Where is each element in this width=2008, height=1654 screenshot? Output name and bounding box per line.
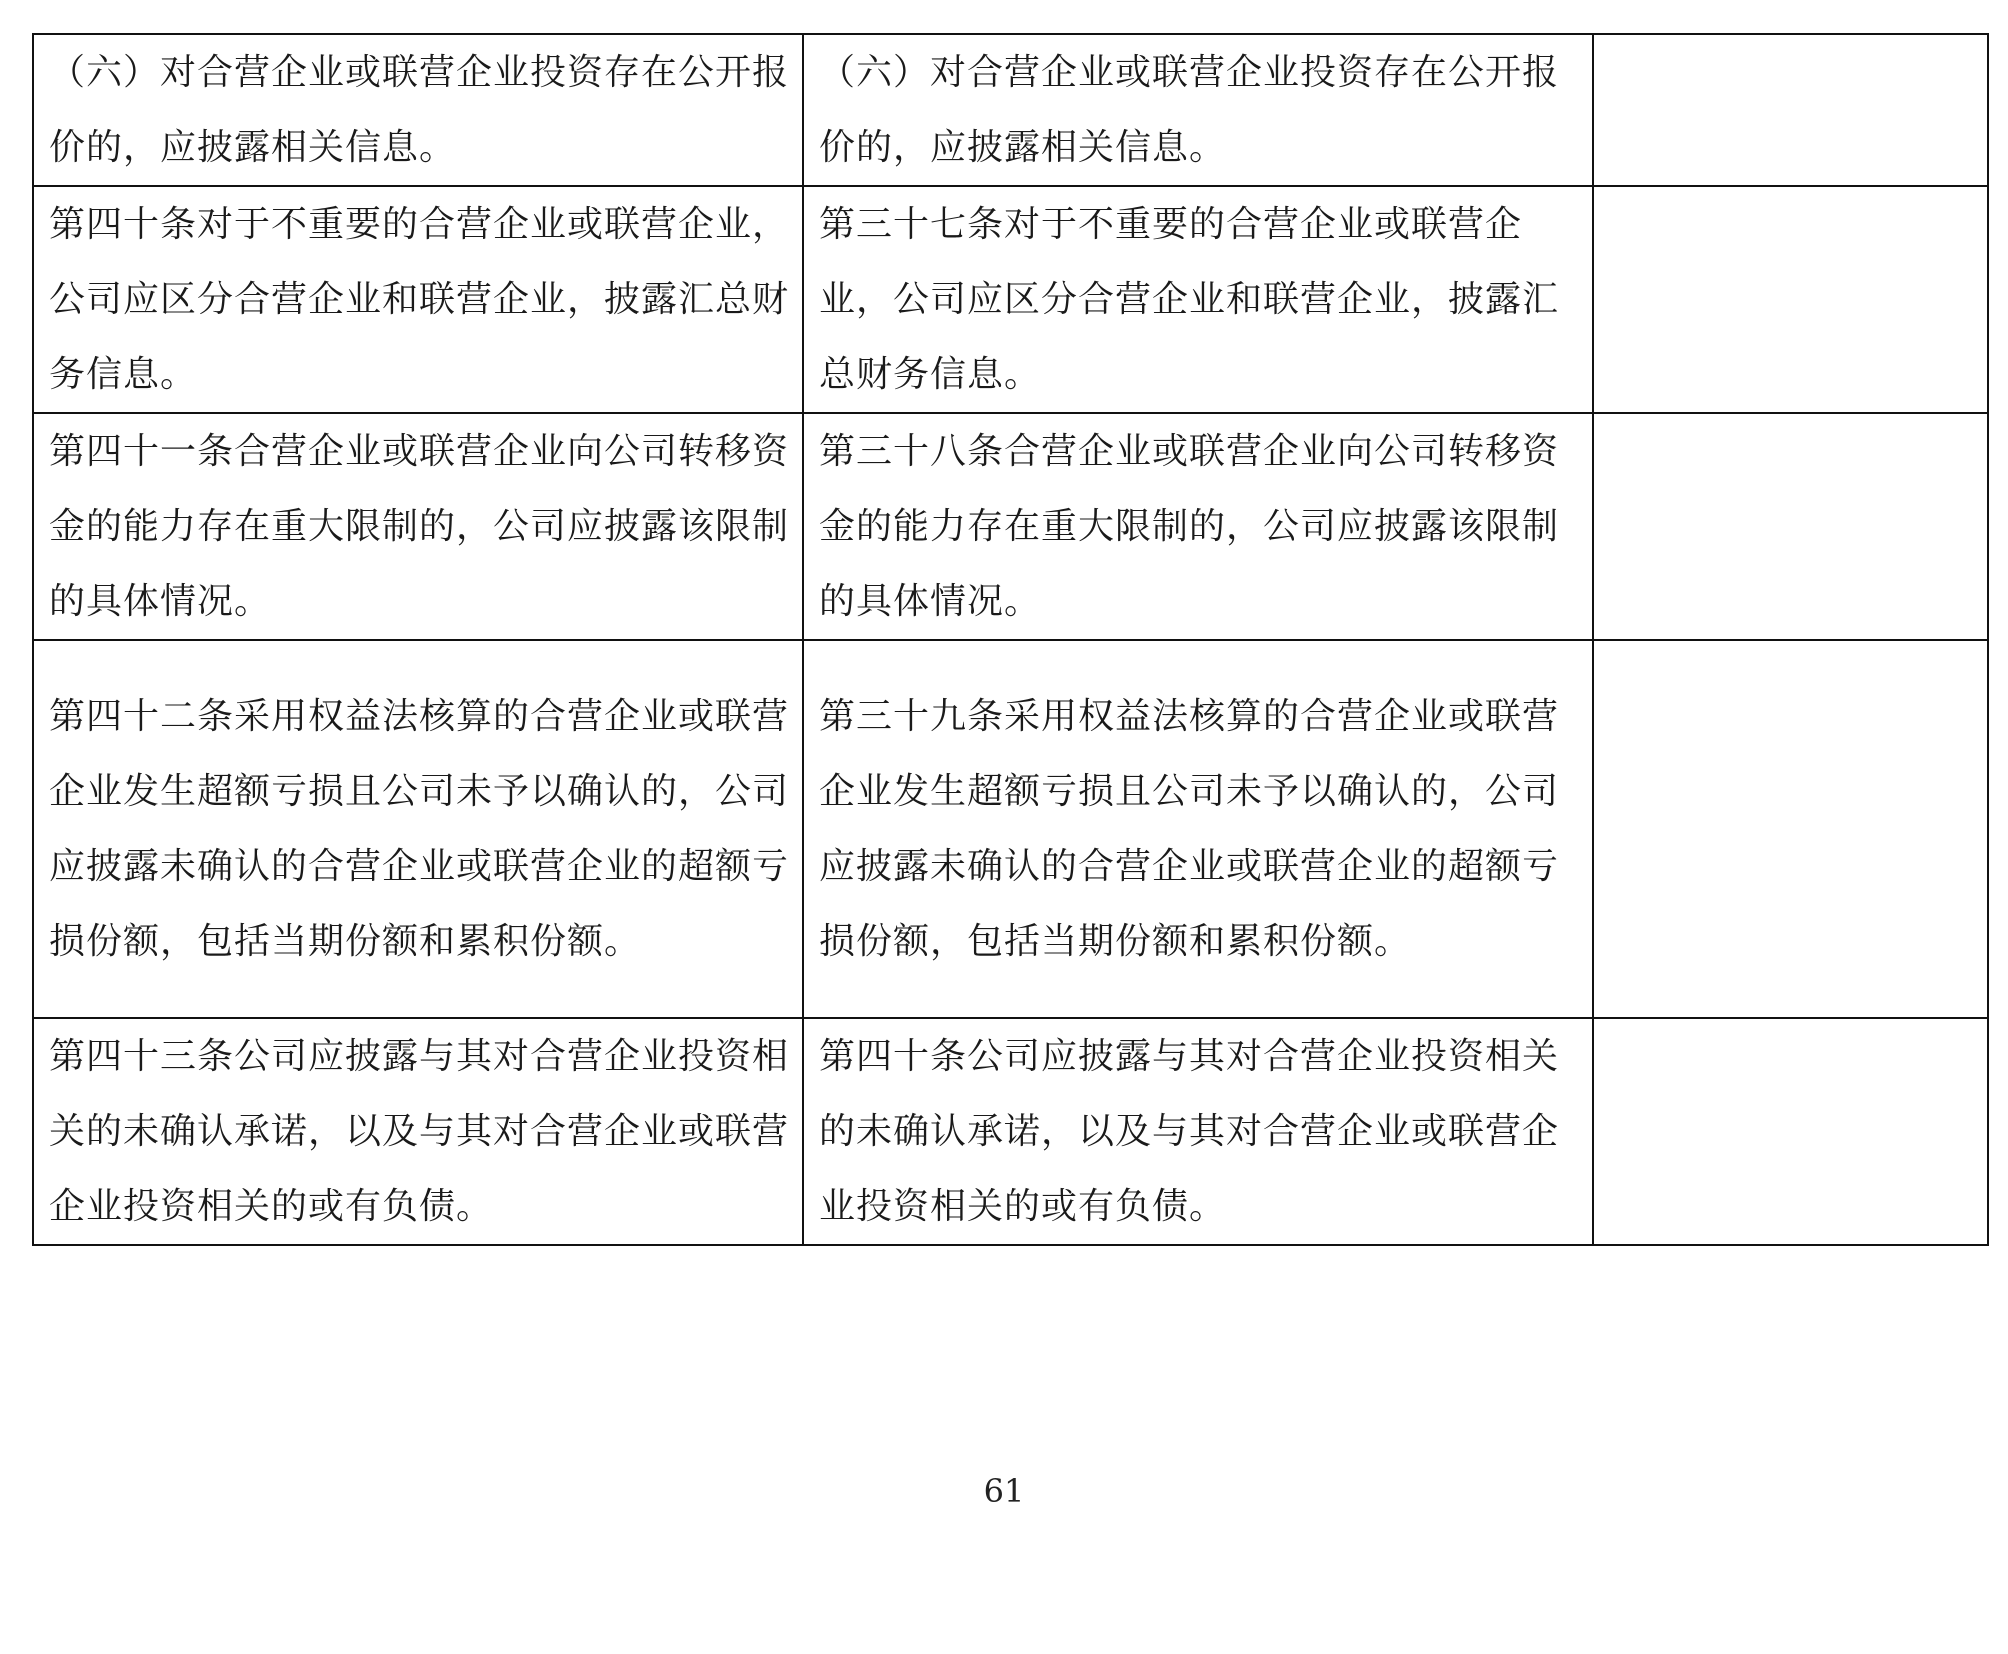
revised-clause-cell: （六）对合营企业或联营企业投资存在公开报价的，应披露相关信息。	[803, 34, 1593, 186]
note-cell	[1593, 1018, 1988, 1245]
table-row	[33, 640, 1988, 1018]
table-row	[33, 186, 1988, 413]
note-cell	[1593, 186, 1988, 413]
revised-clause-cell: 第三十九条采用权益法核算的合营企业或联营企业发生超额亏损且公司未予以确认的，公司应披露未确认的合营企业或联营企业的超额亏损份额，包括当期份额和累积份额。	[803, 640, 1593, 1018]
note-cell	[1593, 640, 1988, 1018]
revised-clause-cell: 第三十八条合营企业或联营企业向公司转移资金的能力存在重大限制的，公司应披露该限制的具体情况。	[803, 413, 1593, 640]
note-cell	[1593, 34, 1988, 186]
original-clause-cell: 第四十条对于不重要的合营企业或联营企业，公司应区分合营企业和联营企业，披露汇总财务信息。	[33, 186, 803, 413]
comparison-table	[32, 33, 1989, 1246]
page-number: 61	[983, 1472, 1025, 1510]
original-clause-cell: （六）对合营企业或联营企业投资存在公开报价的，应披露相关信息。	[33, 34, 803, 186]
note-cell	[1593, 413, 1988, 640]
table-row	[33, 34, 1988, 186]
original-clause-cell: 第四十三条公司应披露与其对合营企业投资相关的未确认承诺，以及与其对合营企业或联营企业投资相关的或有负债。	[33, 1018, 803, 1245]
original-clause-cell: 第四十二条采用权益法核算的合营企业或联营企业发生超额亏损且公司未予以确认的，公司应披露未确认的合营企业或联营企业的超额亏损份额，包括当期份额和累积份额。	[33, 640, 803, 1018]
table-row	[33, 1018, 1988, 1245]
revised-clause-cell: 第四十条公司应披露与其对合营企业投资相关的未确认承诺，以及与其对合营企业或联营企业投资相关的或有负债。	[803, 1018, 1593, 1245]
original-clause-cell: 第四十一条合营企业或联营企业向公司转移资金的能力存在重大限制的，公司应披露该限制的具体情况。	[33, 413, 803, 640]
table-row	[33, 413, 1988, 640]
revised-clause-cell: 第三十七条对于不重要的合营企业或联营企业，公司应区分合营企业和联营企业，披露汇总财务信息。	[803, 186, 1593, 413]
